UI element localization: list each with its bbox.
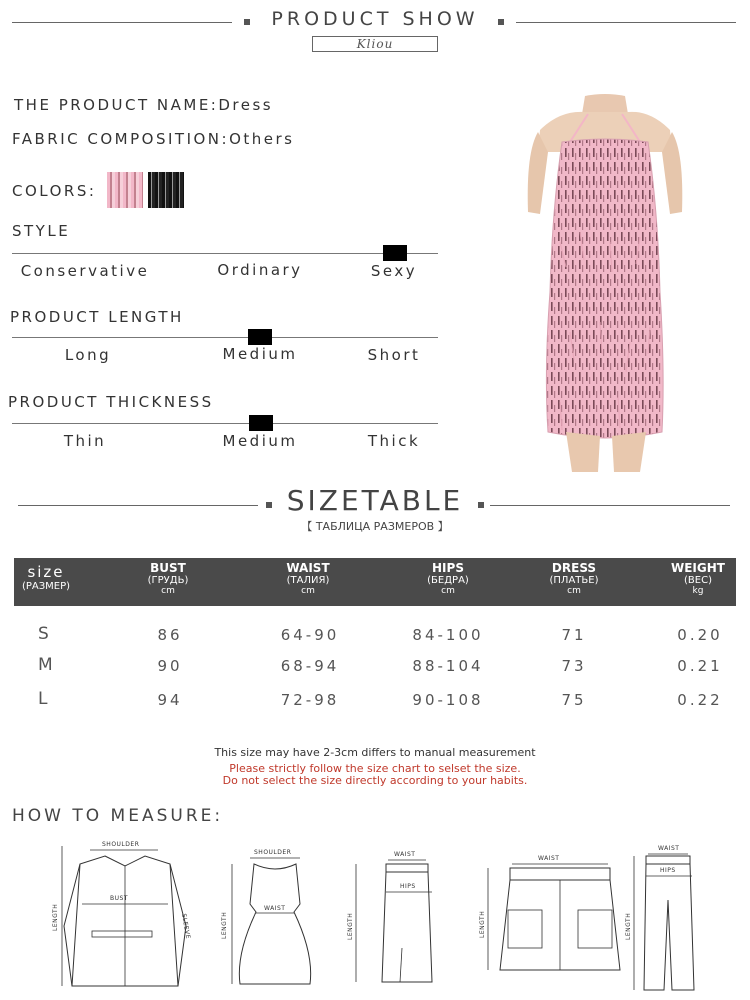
header-waist: WAIST (ТАЛИЯ) cm	[286, 561, 330, 596]
mini-skirt-waist-label: WAIST	[538, 855, 560, 862]
header-weight: WEIGHT (ВЕС) kg	[671, 561, 725, 596]
skirt-waist-label: WAIST	[394, 851, 416, 858]
note-habits: Do not select the size directly according to your habits.	[222, 774, 528, 787]
row-l-hips: 90-108	[412, 691, 484, 709]
pants-measure-diagram	[618, 840, 728, 998]
length-option-medium: Medium	[222, 345, 298, 363]
row-s-dress: 71	[561, 626, 587, 644]
length-option-long: Long	[64, 346, 112, 364]
sizetable-title: SIZETABLE	[286, 484, 464, 517]
header-line-right	[516, 22, 736, 23]
row-l-size: L	[38, 689, 48, 709]
fabric-label: FABRIC COMPOSITION:	[12, 130, 230, 148]
fabric-value: Others	[229, 130, 295, 148]
row-s-bust: 86	[157, 626, 183, 644]
fabric-row	[12, 130, 294, 148]
sizetable-line-right	[490, 505, 730, 506]
length-title: PRODUCT LENGTH	[10, 308, 184, 326]
jacket-shoulder-label: SHOULDER	[102, 841, 140, 848]
mini-skirt-length-label: LENGTH	[479, 910, 486, 938]
header-hips: HIPS (БЕДРА) cm	[427, 561, 469, 596]
style-option-conservative: Conservative	[20, 262, 150, 280]
thickness-option-medium: Medium	[222, 432, 298, 450]
skirt-hips-label: HIPS	[400, 883, 416, 890]
length-option-short: Short	[367, 346, 421, 364]
sizetable-subtitle: 【 ТАБЛИЦА РАЗМЕРОВ 】	[301, 520, 449, 533]
skirt-measure-diagram	[342, 848, 452, 994]
thickness-option-thin: Thin	[63, 432, 107, 450]
jacket-length-label: LENGTH	[52, 903, 59, 931]
product-name-label: THE PRODUCT NAME:	[14, 96, 219, 114]
style-title: STYLE	[12, 222, 71, 240]
row-s-hips: 84-100	[412, 626, 484, 644]
dress-measure-diagram	[214, 844, 314, 992]
header-dot-right	[498, 19, 504, 25]
note-follow-chart: Please strictly follow the size chart to selset the size.	[229, 762, 521, 775]
mini-skirt-measure-diagram	[476, 850, 626, 980]
note-measurement: This size may have 2-3cm differs to manual measurement	[214, 746, 536, 759]
skirt-length-label: LENGTH	[347, 912, 354, 940]
product-photo	[500, 92, 710, 472]
header-bust: BUST (ГРУДЬ) cm	[147, 561, 189, 596]
row-m-waist: 68-94	[280, 657, 340, 675]
thickness-marker	[249, 415, 273, 431]
pants-length-label: LENGTH	[625, 912, 632, 940]
dress-shoulder-label: SHOULDER	[254, 849, 292, 856]
row-l-weight: 0.22	[677, 691, 723, 709]
style-marker	[383, 245, 407, 261]
how-to-measure-title: HOW TO MEASURE:	[12, 806, 224, 826]
page-title: PRODUCT SHOW	[271, 8, 479, 30]
dress-length-label: LENGTH	[221, 911, 228, 939]
header-dress: DRESS (ПЛАТЬЕ) cm	[549, 561, 599, 596]
colors-label: COLORS:	[12, 182, 97, 200]
row-s-size: S	[38, 624, 49, 644]
color-swatch-pink[interactable]	[107, 172, 143, 208]
length-scale-line	[12, 337, 438, 338]
brand-label: Kliou	[312, 36, 438, 52]
row-m-weight: 0.21	[677, 657, 723, 675]
style-option-ordinary: Ordinary	[217, 261, 303, 279]
row-s-waist: 64-90	[280, 626, 340, 644]
product-name-value: Dress	[218, 96, 274, 114]
row-l-waist: 72-98	[280, 691, 340, 709]
row-m-size: M	[38, 655, 53, 675]
thickness-scale-line	[12, 423, 438, 424]
jacket-measure-diagram	[50, 836, 200, 996]
pants-waist-label: WAIST	[658, 845, 680, 852]
pants-hips-label: HIPS	[660, 867, 676, 874]
row-m-bust: 90	[157, 657, 183, 675]
jacket-bust-label: BUST	[110, 895, 128, 902]
sizetable-dot-right	[478, 502, 484, 508]
thickness-option-thick: Thick	[367, 432, 421, 450]
length-marker	[248, 329, 272, 345]
row-s-weight: 0.20	[677, 626, 723, 644]
jacket-sleeve-label: SLEEVE	[180, 913, 192, 940]
header-size: size (РАЗМЕР)	[21, 563, 71, 592]
size-table-header	[14, 558, 736, 606]
dress-waist-label: WAIST	[264, 905, 286, 912]
color-swatch-black[interactable]	[148, 172, 184, 208]
thickness-title: PRODUCT THICKNESS	[8, 393, 214, 411]
row-m-dress: 73	[561, 657, 587, 675]
row-l-bust: 94	[157, 691, 183, 709]
product-name-row	[14, 96, 273, 114]
style-scale-line	[12, 253, 438, 254]
style-option-sexy: Sexy	[370, 262, 418, 280]
row-l-dress: 75	[561, 691, 587, 709]
row-m-hips: 88-104	[412, 657, 484, 675]
